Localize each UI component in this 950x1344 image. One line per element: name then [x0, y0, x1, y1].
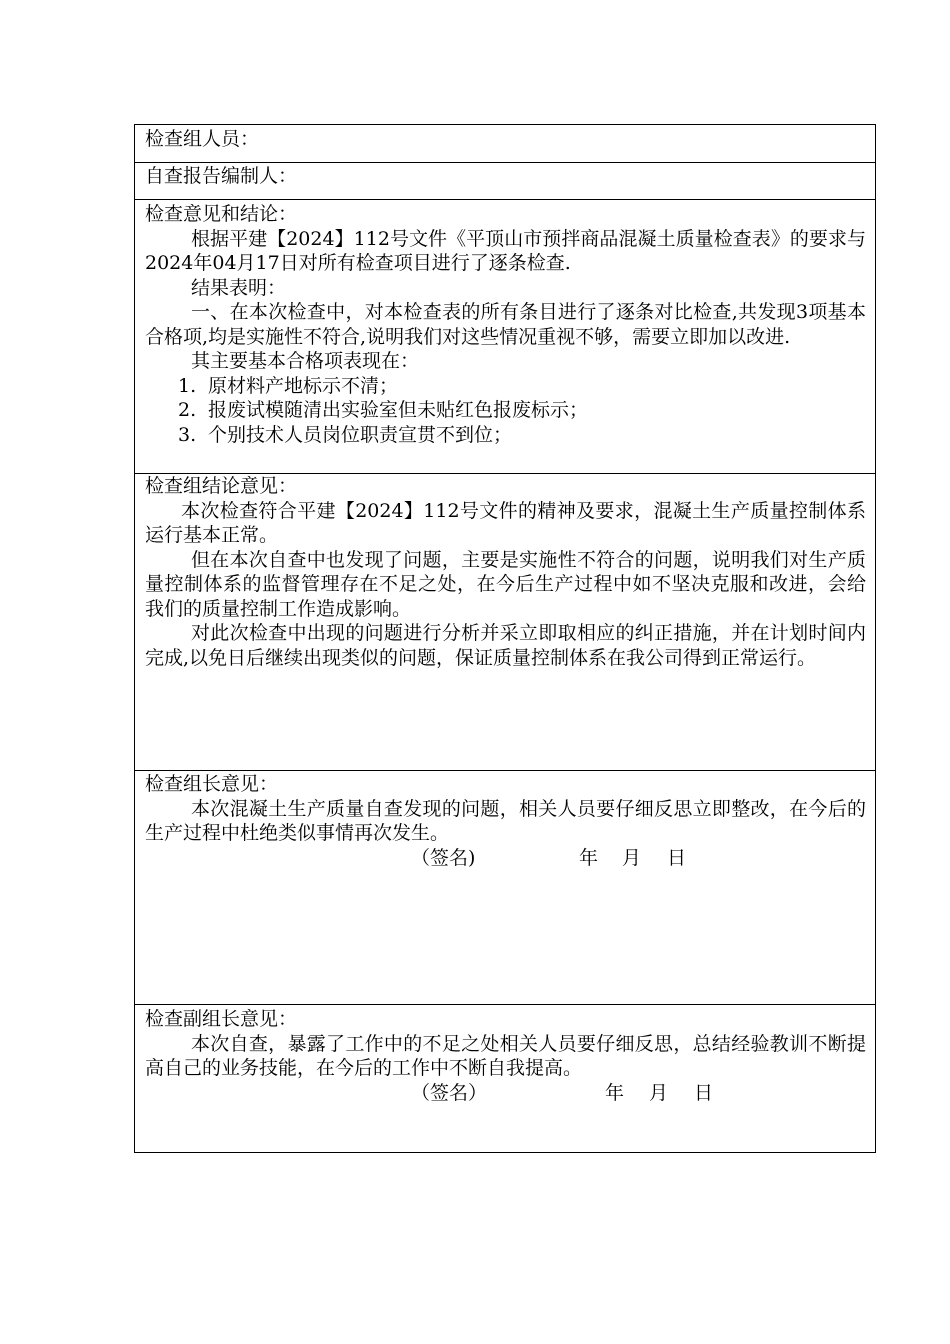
inspection-report-table: [134, 124, 876, 1153]
opinion-heading: 检查意见和结论：: [145, 203, 298, 225]
opinion-para-finding: 一、在本次检查中，对本检查表的所有条目进行了逐条对比检查,共发现3项基本合格项,均是实施性不符合,说明我们对这些情况重视不够，需要立即加以改进.: [145, 301, 866, 348]
leader-month-label: 月: [622, 846, 642, 869]
opinion-para-results: 结果表明：: [191, 276, 287, 299]
opinion-para-basis: 根据平建【2024】112号文件《平顶山市预拌商品混凝土质量检查表》的要求与2024年04月17日对所有检查项目进行了逐条检查.: [145, 227, 866, 274]
group-conclusion-heading: 检查组结论意见：: [145, 475, 298, 497]
list-item: 2. 报废试模随清出实验室但未贴红色报废标示；: [178, 399, 589, 421]
deputy-year-label: 年: [605, 1081, 625, 1104]
deputy-sign-label: （签名）: [411, 1081, 488, 1104]
leader-heading: 检查组长意见：: [145, 773, 279, 795]
leader-year-label: 年: [579, 846, 599, 869]
members-row: [135, 125, 875, 163]
group-conclusion-para-2: 但在本次自查中也发现了问题，主要是实施性不符合的问题，说明我们对生产质量控制体系的监督管理存在不足之处，在今后生产过程中如不坚决克服和改进，会给我们的质量控制工作造成影响。: [145, 548, 866, 620]
group-conclusion-para-3: 对此次检查中出现的问题进行分析并采立即取相应的纠正措施，并在计划时间内完成,以免日后继续出现类似的问题，保证质量控制体系在我公司得到正常运行。: [145, 622, 866, 669]
deputy-month-label: 月: [649, 1081, 669, 1104]
deputy-opinion-row: [135, 1005, 875, 1152]
list-item: 3. 个别技术人员岗位职责宣贯不到位；: [178, 423, 513, 446]
opinion-para-items-intro: 其主要基本合格项表现在：: [191, 350, 420, 372]
leader-signature-line: [145, 846, 866, 870]
group-conclusion-row: [135, 474, 875, 771]
list-item: 1. 原材料产地标示不清；: [178, 374, 399, 397]
deputy-day-label: 日: [694, 1081, 714, 1104]
compiler-row: [135, 163, 875, 200]
deputy-para: 本次自查，暴露了工作中的不足之处相关人员要仔细反思，总结经验教训不断提高自己的业务技能，在今后的工作中不断自我提高。: [145, 1032, 866, 1079]
deputy-heading: 检查副组长意见：: [145, 1008, 298, 1030]
compiler-label: 自查报告编制人：: [145, 165, 298, 187]
opinion-conclusion-row: [135, 200, 875, 474]
members-label: 检查组人员：: [145, 128, 260, 150]
leader-sign-label: （签名): [411, 846, 476, 869]
leader-day-label: 日: [667, 846, 687, 869]
deputy-signature-line: [145, 1081, 866, 1105]
leader-para: 本次混凝土生产质量自查发现的问题，相关人员要仔细反思立即整改，在今后的生产过程中杜绝类似事情再次发生。: [145, 797, 866, 844]
group-conclusion-para-1: 本次检查符合平建【2024】112号文件的精神及要求，混凝土生产质量控制体系运行基本正常。: [145, 499, 866, 546]
leader-opinion-row: [135, 771, 875, 1005]
